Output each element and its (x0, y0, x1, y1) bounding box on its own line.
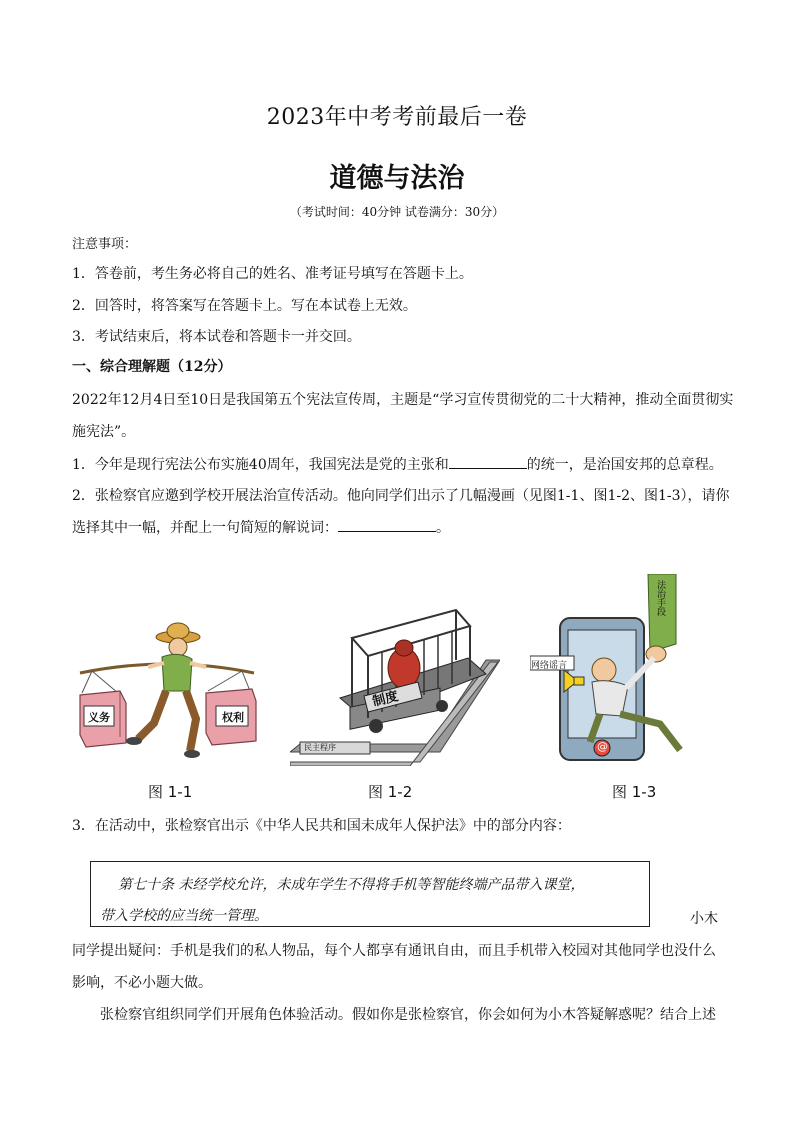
cart-label: 制度 (371, 689, 400, 710)
q1-text-after: 的统一，是治国安邦的总章程。 (526, 457, 723, 473)
subject-title: 道德与法治 (329, 163, 465, 194)
q1-text-before: 1．今年是现行宪法公布实施40周年，我国宪法是党的主张和 (72, 457, 449, 473)
exam-title: 2023年中考考前最后一卷 (266, 105, 528, 130)
xiaomu-name: 小木 (690, 911, 718, 927)
notice-heading: 注意事项： (72, 237, 138, 252)
q2-end: 。 (436, 520, 450, 536)
at-icon: @ (597, 740, 608, 753)
notice-item-3: 3．考试结束后，将本试卷和答题卡一并交回。 (72, 329, 361, 345)
intro-line-2: 施宪法”。 (72, 424, 136, 440)
question-3-text-line-1: 同学提出疑问：手机是我们的私人物品，每个人都享有通讯自由，而且手机带入校园对其他同学也没什么 (72, 943, 716, 959)
exam-info: （考试时间：40分钟 试卷满分：30分） (289, 205, 505, 219)
section-heading: 一、综合理解题（12分） (72, 359, 232, 375)
question-3-task: 张检察官组织同学们开展角色体验活动。假如你是张检察官，你会如何为小木答疑解惑呢？结合上述 (100, 1007, 716, 1023)
law-quote-line-2: 带入学校的应当统一管理。 (100, 908, 268, 924)
figure-1-1-caption: 图 1-1 (148, 783, 193, 801)
intro-line-1: 2022年12月4日至10日是我国第五个宪法宣传周，主题是“学习宣传贯彻党的二十大精神，推动全面贯彻实 (72, 392, 734, 408)
rumor-label: 网络谣言 (531, 661, 568, 671)
q2-answer-blank (338, 517, 436, 532)
figure-1-1-cartoon (74, 615, 260, 765)
notice-item-2: 2．回答时，将答案写在答题卡上。写在本试卷上无效。 (72, 298, 417, 314)
notice-item-1: 1．答卷前，考生务必将自己的姓名、准考证号填写在答题卡上。 (72, 266, 473, 282)
question-2-line-2 (72, 517, 450, 537)
right-label: 权利 (222, 711, 244, 724)
law-quote-line-1: 第七十条 未经学校允许，未成年学生不得将手机等智能终端产品带入课堂， (118, 877, 585, 893)
question-3-text-line-2: 影响，不必小题大做。 (72, 975, 212, 991)
rail-label: 民主程序 (304, 743, 336, 752)
question-2-line-1: 2．张检察官应邀到学校开展法治宣传活动。他向同学们出示了几幅漫画（见图1-1、图1-2、图1-3），请你 (72, 488, 730, 504)
q1-answer-blank (449, 454, 527, 469)
question-3: 3．在活动中，张检察官出示《中华人民共和国未成年人保护法》中的部分内容： (72, 818, 571, 834)
figure-1-3-caption: 图 1-3 (612, 783, 657, 801)
figure-1-2-caption: 图 1-2 (368, 783, 413, 801)
duty-label: 义务 (88, 711, 110, 724)
figure-1-3-cartoon (530, 574, 720, 764)
question-1 (72, 454, 723, 474)
figure-1-2-cartoon (290, 602, 500, 766)
sleeve-label: 法治手段 (655, 580, 665, 616)
q2-text: 选择其中一幅，并配上一句简短的解说词： (72, 520, 338, 536)
